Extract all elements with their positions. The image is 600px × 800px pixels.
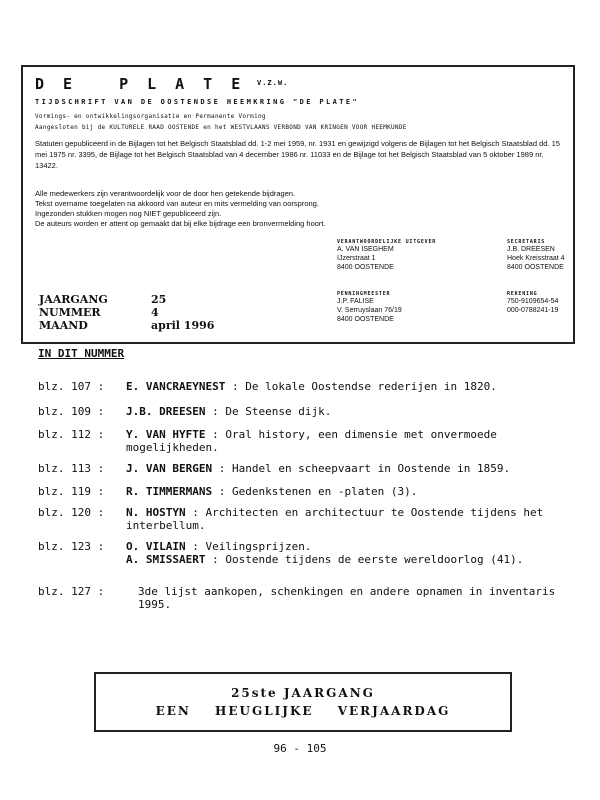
page-range: 96 - 105 (273, 742, 327, 755)
publisher-street: IJzerstraat 1 (337, 255, 376, 262)
secretary-block (507, 239, 565, 272)
maand-value: april 1996 (151, 319, 215, 332)
disclaimer-line: De auteurs worden er attent op gemaakt dat bij elke bijdrage een bronvermelding hoort. (35, 219, 326, 228)
maand-label: MAAND (39, 319, 88, 332)
toc-author: N. HOSTYN (126, 506, 186, 519)
account-block (507, 291, 558, 315)
toc-title: : De Steense dijk. (205, 405, 332, 418)
org-line-1: Vormings- en ontwikkelingsorganisatie en Permanente Vorming (35, 113, 266, 120)
secretary-city: 8400 OOSTENDE (507, 264, 564, 271)
org-line-2: Aangesloten bij de KULTURELE RAAD OOSTENDE en het WESTVLAANS VERBOND VAN KRINGEN VOOR HEEMKUNDE (35, 124, 407, 131)
jaargang-label: JAARGANG (39, 293, 108, 306)
toc-title: : Handel en scheepvaart in Oostende in 1859. (212, 462, 511, 475)
publisher-heading: VERANTWOORDELIJKE UITGEVER (337, 239, 437, 245)
toc-page: blz. 123 : (38, 540, 105, 553)
publisher-block (337, 239, 436, 272)
toc-title: : Gedenkstenen en -platen (3). (212, 485, 418, 498)
toc-title: : Architecten en architectuur te Oostende tijdens het interbellum. (126, 506, 544, 532)
toc-author: J. VAN BERGEN (126, 462, 213, 475)
toc-title: : Veilingsprijzen. (185, 540, 312, 553)
secretary-heading: SECRETARIS (507, 239, 546, 245)
toc-title: : De lokale Oostendse rederijen in 1820. (225, 380, 497, 393)
toc-author: O. VILAIN (126, 540, 186, 553)
account-heading: REKENING (507, 291, 538, 297)
banner-line-1: 25ste JAARGANG (231, 686, 375, 700)
masthead-suffix: V.Z.W. (257, 79, 289, 87)
toc-page: blz. 113 : (38, 462, 105, 475)
jaargang-value: 25 (151, 293, 167, 306)
nummer-value: 4 (151, 306, 159, 319)
disclaimer-line: Tekst overname toegelaten na akkoord van auteur en mits vermelding van oorsprong. (35, 199, 319, 208)
toc-author: J.B. DREESEN (126, 405, 206, 418)
treasurer-street: V. Serruyslaan 76/19 (337, 307, 402, 314)
treasurer-name: J.P. FALISE (337, 298, 374, 305)
banner-line-2: EEN HEUGLIJKE VERJAARDAG (155, 704, 451, 718)
disclaimer (35, 189, 435, 229)
disclaimer-line: Alle medewerkers zijn verantwoordelijk voor de door hen getekende bijdragen. (35, 189, 296, 198)
masthead-title: DE PLATE (35, 75, 260, 93)
publisher-city: 8400 OOSTENDE (337, 264, 394, 271)
toc-heading: IN DIT NUMMER (38, 347, 125, 360)
toc-page: blz. 107 : (38, 380, 105, 393)
treasurer-heading: PENNINGMEESTER (337, 291, 391, 297)
toc-author: A. SMISSAERT (126, 553, 206, 566)
treasurer-city: 8400 OOSTENDE (337, 316, 394, 323)
toc-page: blz. 112 : (38, 428, 105, 441)
secretary-name: J.B. DREESEN (507, 246, 555, 253)
toc-title: : Oral history, een dimensie met onvermoede mogelijkheden. (126, 428, 497, 454)
treasurer-block (337, 291, 402, 324)
toc-page: blz. 119 : (38, 485, 105, 498)
toc-page: blz. 120 : (38, 506, 105, 519)
statute-text: Statuten gepubliceerd in de Bijlagen tot het Belgisch Staatsblad dd. 1-2 mei 1959, nr. 1931 en gewijzigd volgens de Bijlagen tot het Belgisch Staatsblad dd. 15 mei 1975 nr. 3395, de Bijlage tot het Belgisch Staatsblad van 4 december 1986 nr. 11033 en de Bijlage tot het Belgisch Staatsblad van 5 oktober 1989 nr. 13422. (35, 139, 560, 170)
toc-author: Y. VAN HYFTE (126, 428, 206, 441)
toc-author: R. TIMMERMANS (126, 485, 213, 498)
account-number-2: 000-0788241-19 (507, 307, 559, 314)
secretary-street: Hoek Kreisstraat 4 (507, 255, 565, 262)
disclaimer-line: Ingezonden stukken mogen nog NIET gepubliceerd zijn. (35, 209, 222, 218)
anniversary-banner (94, 672, 512, 732)
publisher-name: A. VAN ISEGHEM (337, 246, 394, 253)
account-number-1: 750-9109654-54 (507, 298, 559, 305)
toc-title: 3de lijst aankopen, schenkingen en andere opnamen in inventaris 1995. (138, 585, 556, 611)
toc-page: blz. 109 : (38, 405, 105, 418)
masthead-subtitle: TIJDSCHRIFT VAN DE OOSTENDSE HEEMKRING "DE PLATE" (35, 98, 360, 106)
toc-title: : Oostende tijdens de eerste wereldoorlog (41). (205, 553, 524, 566)
toc-author: E. VANCRAEYNEST (126, 380, 226, 393)
toc-page: blz. 127 : (38, 585, 105, 598)
nummer-label: NUMMER (39, 306, 101, 319)
masthead-box (21, 65, 575, 344)
